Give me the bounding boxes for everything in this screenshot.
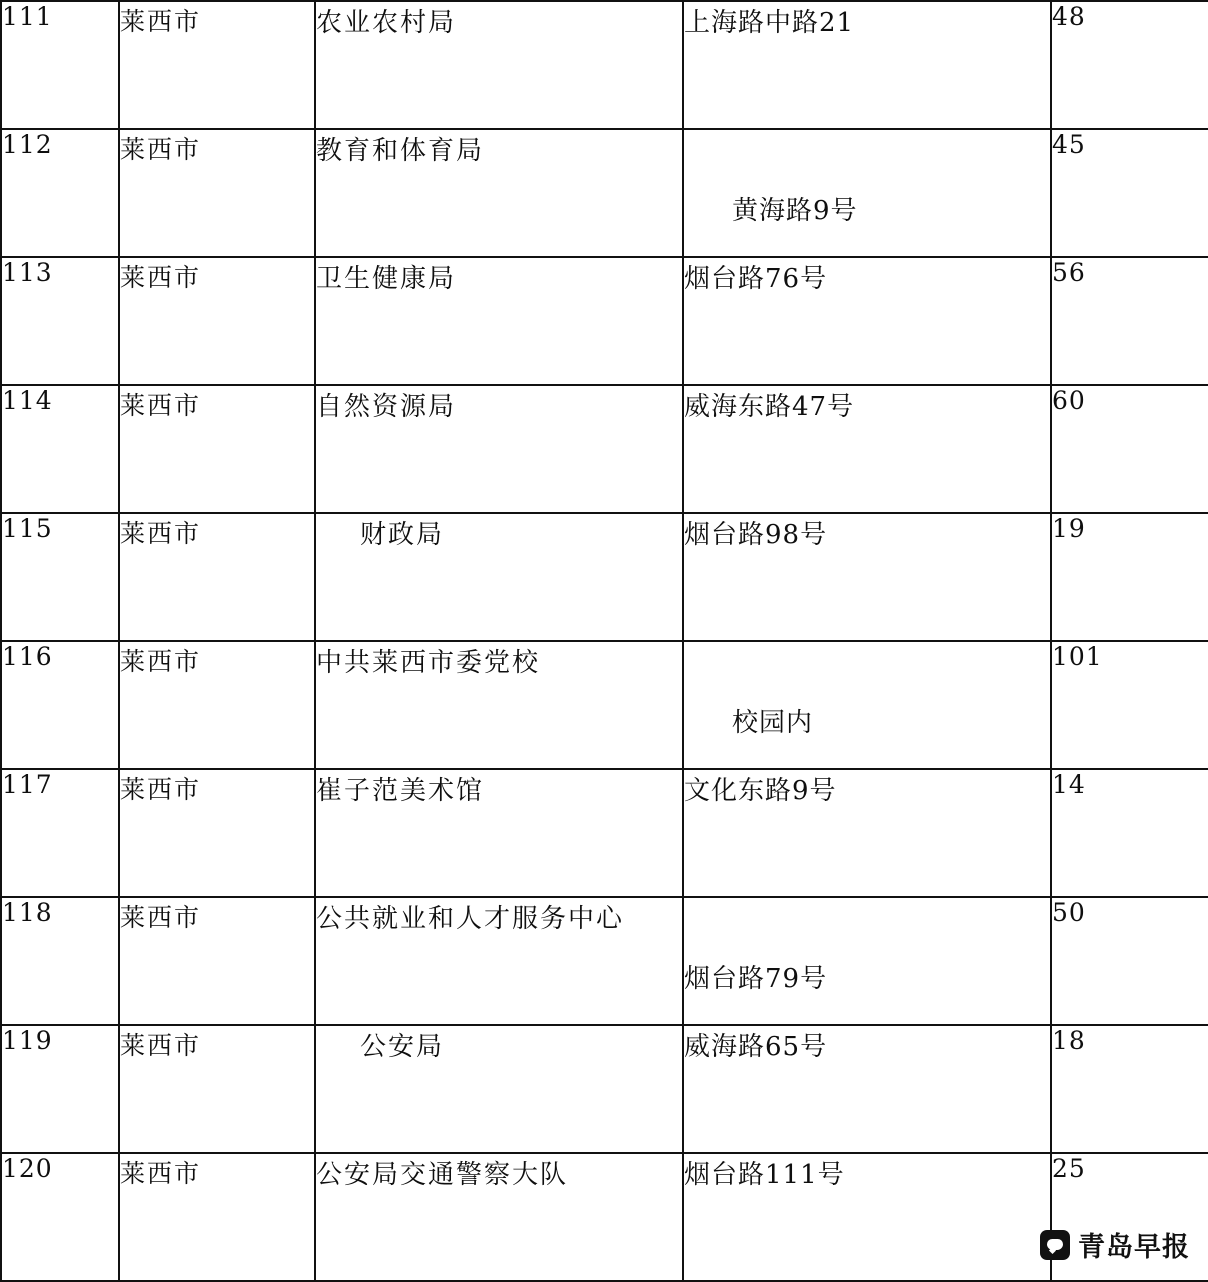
row-count: 14 [1051,769,1208,897]
table-row [1,257,1208,385]
row-city: 莱西市 [119,385,315,513]
row-city: 莱西市 [119,513,315,641]
wechat-badge-icon [1040,1230,1070,1260]
table-body [1,1,1208,1281]
row-unit: 崔子范美术馆 [315,769,683,897]
row-address: 校园内 [683,641,1051,769]
row-index: 111 [1,1,119,129]
table-row [1,641,1208,769]
row-count: 48 [1051,1,1208,129]
row-unit: 公安局交通警察大队 [315,1153,683,1281]
row-unit: 公安局 [315,1025,683,1153]
table-row [1,1,1208,129]
row-address: 烟台路98号 [683,513,1051,641]
row-count: 45 [1051,129,1208,257]
row-index: 118 [1,897,119,1025]
row-index: 113 [1,257,119,385]
row-count: 56 [1051,257,1208,385]
row-city: 莱西市 [119,897,315,1025]
row-unit: 自然资源局 [315,385,683,513]
row-index: 117 [1,769,119,897]
table-row [1,1153,1208,1281]
row-unit: 卫生健康局 [315,257,683,385]
row-address: 烟台路79号 [683,897,1051,1025]
row-count: 18 [1051,1025,1208,1153]
table-row [1,385,1208,513]
row-city: 莱西市 [119,1,315,129]
row-address: 威海东路47号 [683,385,1051,513]
row-city: 莱西市 [119,257,315,385]
row-count: 19 [1051,513,1208,641]
table-row [1,129,1208,257]
row-city: 莱西市 [119,129,315,257]
row-index: 119 [1,1025,119,1153]
table-row [1,897,1208,1025]
watermark-label: 青岛早报 [1078,1232,1190,1263]
row-address: 上海路中路21 [683,1,1051,129]
row-address: 烟台路76号 [683,257,1051,385]
row-unit: 公共就业和人才服务中心 [315,897,683,1025]
table-row [1,513,1208,641]
row-address: 黄海路9号 [683,129,1051,257]
row-count: 25 [1051,1153,1208,1281]
row-index: 115 [1,513,119,641]
row-address: 威海路65号 [683,1025,1051,1153]
row-count: 60 [1051,385,1208,513]
row-city: 莱西市 [119,1153,315,1281]
row-count: 50 [1051,897,1208,1025]
row-unit: 农业农村局 [315,1,683,129]
table-row [1,1025,1208,1153]
row-address: 文化东路9号 [683,769,1051,897]
row-index: 114 [1,385,119,513]
row-address: 烟台路111号 [683,1153,1051,1281]
row-count: 101 [1051,641,1208,769]
row-unit: 中共莱西市委党校 [315,641,683,769]
table-row [1,769,1208,897]
row-unit: 教育和体育局 [315,129,683,257]
row-index: 112 [1,129,119,257]
row-city: 莱西市 [119,641,315,769]
row-city: 莱西市 [119,769,315,897]
row-city: 莱西市 [119,1025,315,1153]
watermark [1040,1225,1190,1264]
row-unit: 财政局 [315,513,683,641]
row-index: 120 [1,1153,119,1281]
row-index: 116 [1,641,119,769]
